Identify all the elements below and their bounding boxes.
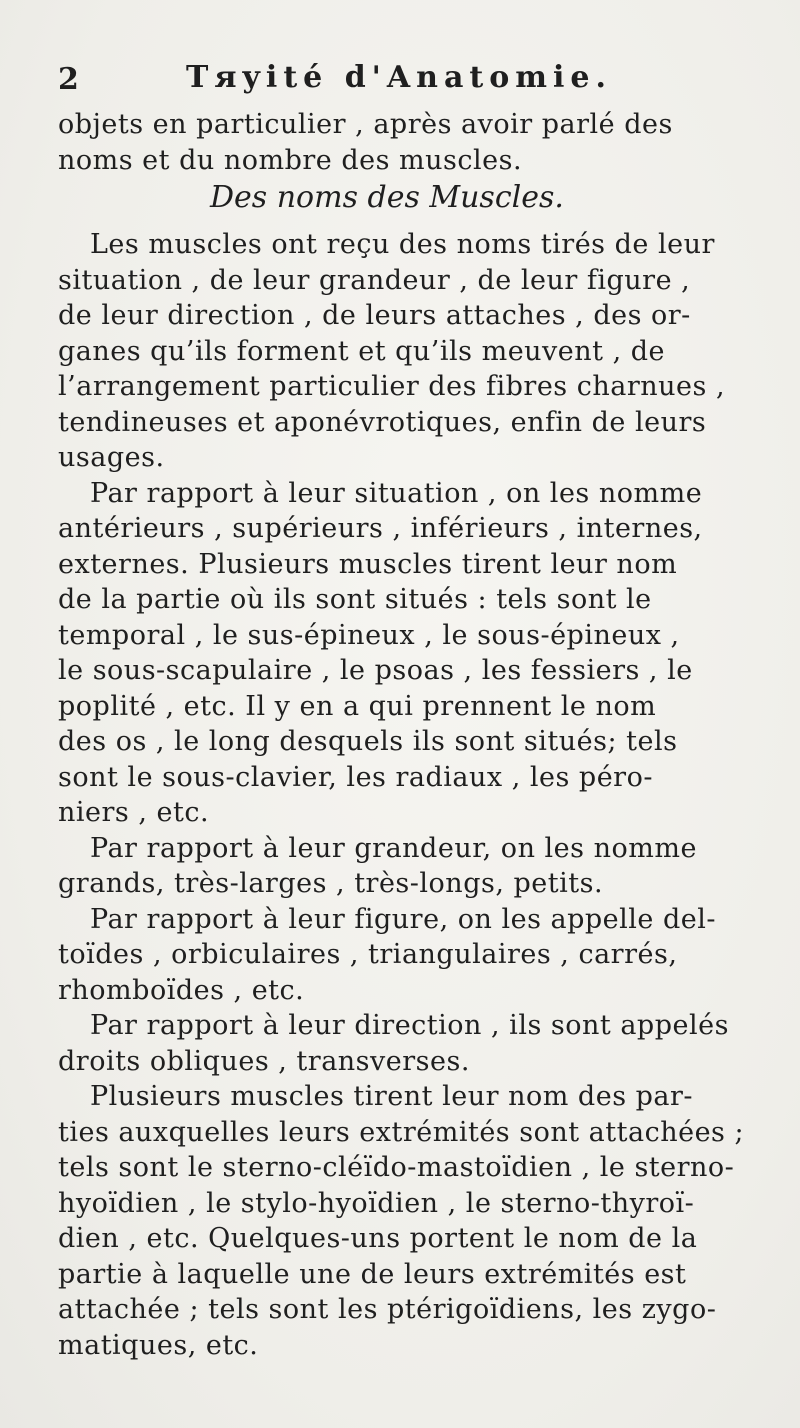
text-line: de la partie où ils sont situés : tels sont le [58,584,652,615]
text-line: Par rapport à leur direction , ils sont appelés [90,1010,729,1041]
text-line: toïdes , orbiculaires , triangulaires , carrés, [58,939,678,970]
text-line: l’arrangement particulier des fibres charnues , [58,371,726,402]
text-line: noms et du nombre des muscles. [58,145,523,176]
text-line: des os , le long desquels ils sont situés; tels [58,726,678,757]
text-line: de leur direction , de leurs attaches , des or- [58,300,691,331]
text-line: objets en particulier , après avoir parlé des [58,109,673,140]
text-line: Plusieurs muscles tirent leur nom des par- [90,1081,694,1112]
text-line: Par rapport à leur grandeur, on les nomme [90,833,697,864]
text-line: usages. [58,442,165,473]
page-number: 2 [58,62,79,97]
text-line: externes. Plusieurs muscles tirent leur nom [58,549,678,580]
text-line: poplité , etc. Il y en a qui prennent le nom [58,691,657,722]
text-line: droits obliques , transverses. [58,1046,470,1077]
running-title: Tяyité d'Anatomie. [186,60,612,95]
text-line: antérieurs , supérieurs , inférieurs , internes, [58,513,703,544]
text-line: Les muscles ont reçu des noms tirés de leur [90,229,715,260]
text-line: tels sont le sterno-cléïdo-mastoïdien , le sterno- [58,1152,735,1183]
text-line: tendineuses et aponévrotiques, enfin de leurs [58,407,707,438]
section-heading: Des noms des Muscles. [210,180,564,215]
text-line: partie à laquelle une de leurs extrémités est [58,1259,687,1290]
text-line: ties auxquelles leurs extrémités sont attachées ; [58,1117,745,1148]
text-line: rhomboïdes , etc. [58,975,305,1006]
text-line: niers , etc. [58,797,210,828]
text-line: temporal , le sus-épineux , le sous-épineux , [58,620,680,651]
page-header [58,60,758,100]
text-line: dien , etc. Quelques-uns portent le nom de la [58,1223,698,1254]
text-line: le sous-scapulaire , le psoas , les fessiers , le [58,655,693,686]
text-line: matiques, etc. [58,1330,259,1361]
text-line: ganes qu’ils forment et qu’ils meuvent , de [58,336,666,367]
text-line: attachée ; tels sont les ptérigoïdiens, les zygo- [58,1294,717,1325]
text-line: situation , de leur grandeur , de leur figure , [58,265,691,296]
text-line: Par rapport à leur situation , on les nomme [90,478,703,509]
text-line: sont le sous-clavier, les radiaux , les péro- [58,762,653,793]
text-line: hyoïdien , le stylo-hyoïdien , le sterno-thyroï- [58,1188,695,1219]
text-line: Par rapport à leur figure, on les appelle del- [90,904,717,935]
text-line: grands, très-larges , très-longs, petits. [58,868,604,899]
